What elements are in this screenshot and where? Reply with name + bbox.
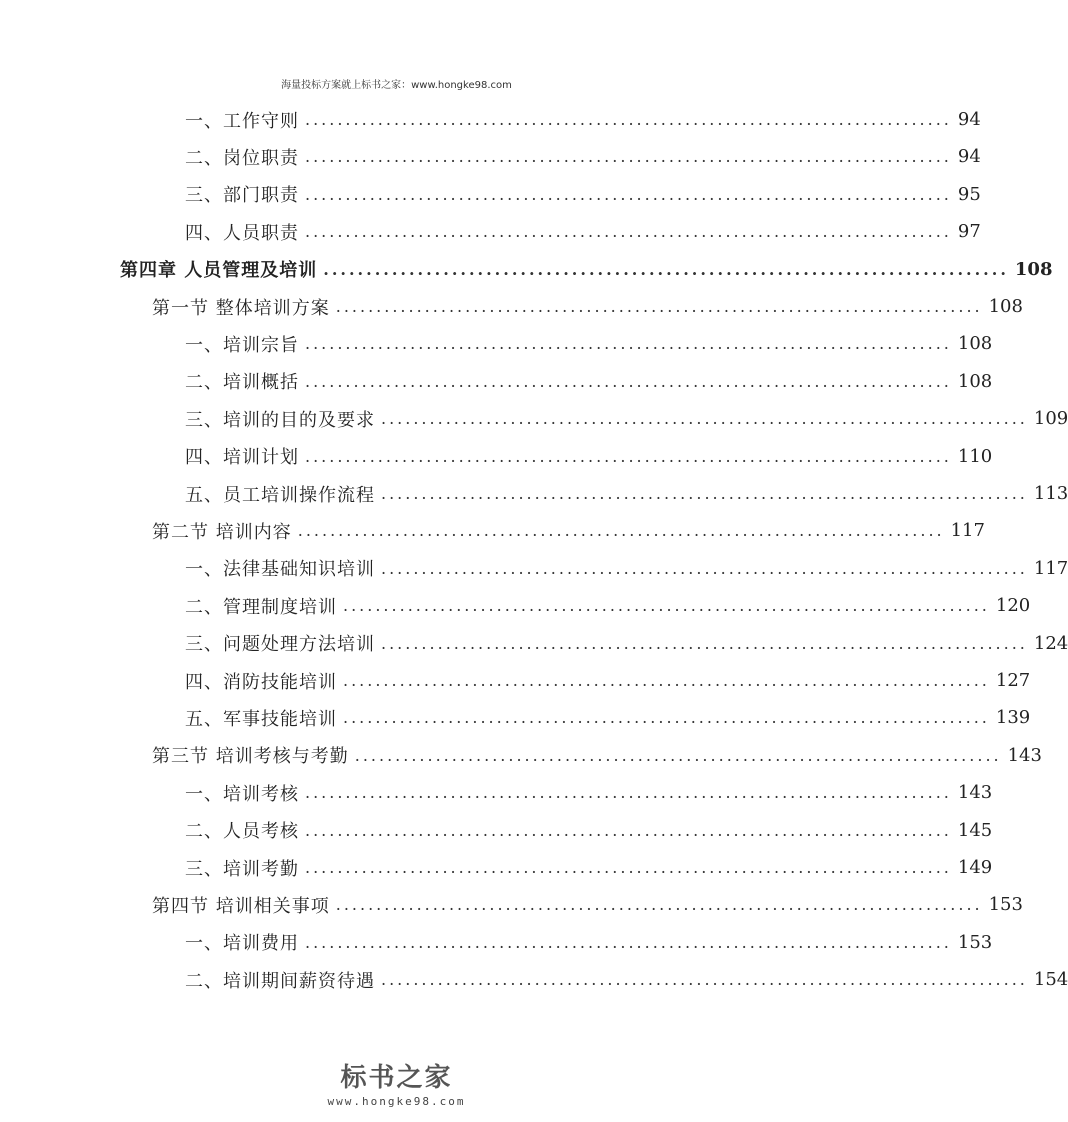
toc-entry[interactable] xyxy=(185,961,1068,998)
toc-dot-leader: ................................................................................ xyxy=(335,297,983,316)
toc-dot-leader: ................................................................................ xyxy=(343,671,990,690)
toc-entry-title: 二、管理制度培训 xyxy=(185,596,337,618)
toc-page-number: 143 xyxy=(1007,744,1042,766)
toc-entry[interactable] xyxy=(185,363,993,400)
toc-dot-leader: ................................................................................ xyxy=(305,932,952,952)
toc-page-number: 127 xyxy=(995,670,1031,691)
toc-entry[interactable] xyxy=(185,812,993,849)
toc-page-number: 145 xyxy=(957,819,993,841)
toc-entry-title: 二、岗位职责 xyxy=(185,147,299,169)
brand-url: www.hongke98.com xyxy=(327,1095,466,1108)
toc-page-number: 108 xyxy=(988,296,1023,317)
toc-entry[interactable] xyxy=(185,662,1031,699)
toc-page-number: 110 xyxy=(957,445,993,467)
toc-entry[interactable] xyxy=(185,849,993,886)
toc-entry-title: 一、培训费用 xyxy=(185,933,299,955)
toc-entry[interactable] xyxy=(185,475,1068,512)
toc-dot-leader: ................................................................................ xyxy=(305,184,952,204)
toc-dot-leader: ................................................................................ xyxy=(305,446,952,466)
brand-logo: 标书之家 xyxy=(340,1063,453,1093)
toc-dot-leader: ................................................................................ xyxy=(305,783,952,803)
toc-entry[interactable] xyxy=(185,924,993,961)
toc-entry-title: 一、培训考核 xyxy=(185,783,299,805)
toc-page-number: 143 xyxy=(957,782,993,804)
toc-entry[interactable] xyxy=(185,176,981,213)
toc-entry-title: 三、培训考勤 xyxy=(185,858,299,880)
toc-entry-title: 二、培训期间薪资待遇 xyxy=(185,970,375,992)
toc-entry[interactable] xyxy=(185,438,993,475)
toc-page-number: 95 xyxy=(957,183,981,205)
toc-dot-leader: ................................................................................ xyxy=(323,259,1009,279)
toc-entry[interactable] xyxy=(185,774,993,811)
toc-entry-title: 一、法律基础知识培训 xyxy=(185,559,375,581)
toc-dot-leader: ................................................................................ xyxy=(335,895,983,915)
toc-page-number: 154 xyxy=(1033,969,1068,991)
toc-page-number: 120 xyxy=(995,595,1031,617)
toc-page-number: 94 xyxy=(957,109,981,130)
toc-entry[interactable] xyxy=(185,550,1068,587)
toc-page-number: 117 xyxy=(950,520,985,542)
toc-entry[interactable] xyxy=(152,737,1042,774)
toc-entry[interactable] xyxy=(185,699,1031,736)
toc-entry-title: 四、消防技能培训 xyxy=(185,671,337,693)
toc-entry-title: 一、培训宗旨 xyxy=(185,334,299,356)
toc-dot-leader: ................................................................................ xyxy=(381,633,1028,653)
toc-dot-leader: ................................................................................ xyxy=(305,222,952,242)
toc-page-number: 108 xyxy=(957,333,993,355)
toc-entry[interactable] xyxy=(185,625,1068,662)
toc-dot-leader: ................................................................................ xyxy=(381,409,1028,429)
toc-entry-title: 第四章 人员管理及培训 xyxy=(120,260,318,282)
toc-entry[interactable] xyxy=(185,587,1031,624)
toc-page-number: 108 xyxy=(1014,258,1053,280)
toc-entry[interactable] xyxy=(185,101,981,138)
toc-page-number: 97 xyxy=(957,221,981,243)
toc-entry-title: 四、培训计划 xyxy=(185,447,299,469)
toc-entry[interactable] xyxy=(185,213,981,250)
toc-entry[interactable] xyxy=(152,886,1023,923)
toc-entry-title: 四、人员职责 xyxy=(185,222,299,244)
toc-entry-title: 一、工作守则 xyxy=(185,110,299,132)
toc-entry[interactable] xyxy=(185,400,1068,437)
toc-entry-title: 三、问题处理方法培训 xyxy=(185,634,375,656)
toc-dot-leader: ................................................................................ xyxy=(305,371,952,391)
toc-page-number: 149 xyxy=(957,857,993,878)
toc-dot-leader: ................................................................................ xyxy=(381,484,1028,503)
toc-page-number: 124 xyxy=(1033,632,1068,654)
toc-page-number: 109 xyxy=(1033,408,1068,430)
toc-entry[interactable] xyxy=(152,512,985,549)
toc-entry-title: 第四节 培训相关事项 xyxy=(152,895,330,917)
toc-dot-leader: ................................................................................ xyxy=(305,110,952,129)
toc-dot-leader: ................................................................................ xyxy=(381,558,1028,578)
toc-page-number: 117 xyxy=(1033,557,1068,579)
toc-entry-title: 三、部门职责 xyxy=(185,185,299,207)
toc-entry[interactable] xyxy=(152,288,1023,325)
toc-entry-title: 五、军事技能培训 xyxy=(185,708,337,730)
toc-dot-leader: ................................................................................ xyxy=(343,708,990,728)
toc-entry[interactable] xyxy=(185,325,993,362)
toc-entry-title: 第二节 培训内容 xyxy=(152,521,292,543)
toc-page-number: 153 xyxy=(988,894,1023,916)
toc-dot-leader: ................................................................................ xyxy=(305,334,952,354)
toc-dot-leader: ................................................................................ xyxy=(297,521,945,541)
toc-entry-title: 第一节 整体培训方案 xyxy=(152,297,330,319)
toc-entry[interactable] xyxy=(120,251,1053,288)
toc-dot-leader: ................................................................................ xyxy=(305,147,952,167)
toc-entry-title: 二、人员考核 xyxy=(185,821,299,843)
toc-entry-title: 五、员工培训操作流程 xyxy=(185,484,375,506)
toc-page-number: 139 xyxy=(995,707,1031,729)
toc-entry-title: 二、培训概括 xyxy=(185,372,299,394)
toc-dot-leader: ................................................................................ xyxy=(381,970,1028,990)
toc-page-number: 113 xyxy=(1033,483,1068,504)
toc-dot-leader: ................................................................................ xyxy=(354,745,1002,765)
toc-dot-leader: ................................................................................ xyxy=(305,820,952,840)
page-header: 海量投标方案就上标书之家：www.hongke98.com xyxy=(281,80,512,91)
toc-dot-leader: ................................................................................ xyxy=(305,858,952,877)
toc-entry-title: 三、培训的目的及要求 xyxy=(185,409,375,431)
toc-dot-leader: ................................................................................ xyxy=(343,596,990,616)
footer-brand xyxy=(0,1063,793,1108)
toc-entry-title: 第三节 培训考核与考勤 xyxy=(152,746,349,768)
toc-entry[interactable] xyxy=(185,138,981,175)
toc-page-number: 108 xyxy=(957,370,993,392)
toc-page-number: 153 xyxy=(957,931,993,953)
toc-page-number: 94 xyxy=(957,146,981,168)
